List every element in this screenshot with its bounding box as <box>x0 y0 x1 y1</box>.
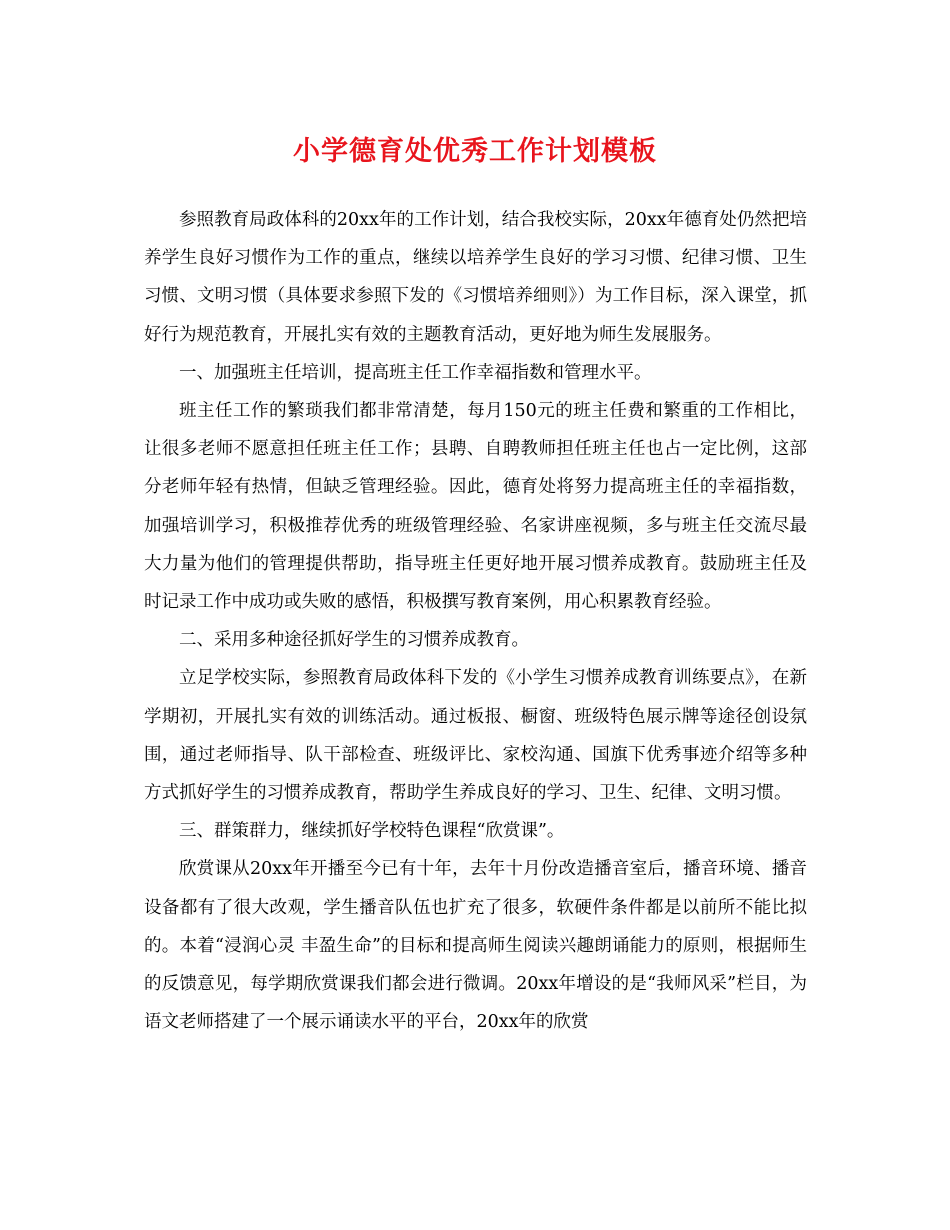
document-title: 小学德育处优秀工作计划模板 <box>293 136 657 167</box>
paragraph-section-2: 立足学校实际，参照教育局政体科下发的《小学生习惯养成教育训练要点》，在新学期初，开展扎实有效的训练活动。通过板报、橱窗、班级特色展示牌等途径创设氛围，通过老师指导、队干部检查、班级评比、家校沟通、国旗下优秀事迹介绍等多种方式抓好学生的习惯养成教育，帮助学生养成良好的学习、卫生、纪律、文明习惯。 <box>144 668 807 804</box>
paragraph-section-1: 班主任工作的繁琐我们都非常清楚，每月150元的班主任费和繁重的工作相比，让很多老师不愿意担任班主任工作；县聘、自聘教师担任班主任也占一定比例，这部分老师年轻有热情，但缺乏管理经验。因此，德育处将努力提高班主任的幸福指数，加强培训学习，积极推荐优秀的班级管理经验、名家讲座视频，多与班主任交流尽最大力量为他们的管理提供帮助，指导班主任更好地开展习惯养成教育。鼓励班主任及时记录工作中成功或失败的感悟，积极撰写教育案例，用心积累教育经验。 <box>144 401 807 613</box>
section-heading-2: 二、采用多种途径抓好学生的习惯养成教育。 <box>179 630 529 651</box>
paragraph-intro: 参照教育局政体科的20xx年的工作计划，结合我校实际，20xx年德育处仍然把培养学生良好习惯作为工作的重点，继续以培养学生良好的学习习惯、纪律习惯、卫生习惯、文明习惯（具体要求参照下发的《习惯培养细则》）为工作目标，深入课堂，抓好行为规范教育，开展扎实有效的主题教育活动，更好地为师生发展服务。 <box>144 210 807 345</box>
section-heading-3: 三、群策群力，继续抓好学校特色课程“欣赏课”。 <box>179 821 565 842</box>
section-heading-1: 一、加强班主任培训，提高班主任工作幸福指数和管理水平。 <box>179 362 652 383</box>
document-body <box>144 201 807 1041</box>
paragraph-section-3: 欣赏课从20xx年开播至今已有十年，去年十月份改造播音室后，播音环境、播音设备都有了很大改观，学生播音队伍也扩充了很多，软硬件条件都是以前所不能比拟的。本着“浸润心灵 丰盈生命”的目标和提高师生阅读兴趣朗诵能力的原则，根据师生的反馈意见，每学期欣赏课我们都会进行微调。20xx年增设的是“我师风采”栏目，为语文老师搭建了一个展示诵读水平的平台，20xx年的欣赏 <box>144 859 807 1033</box>
